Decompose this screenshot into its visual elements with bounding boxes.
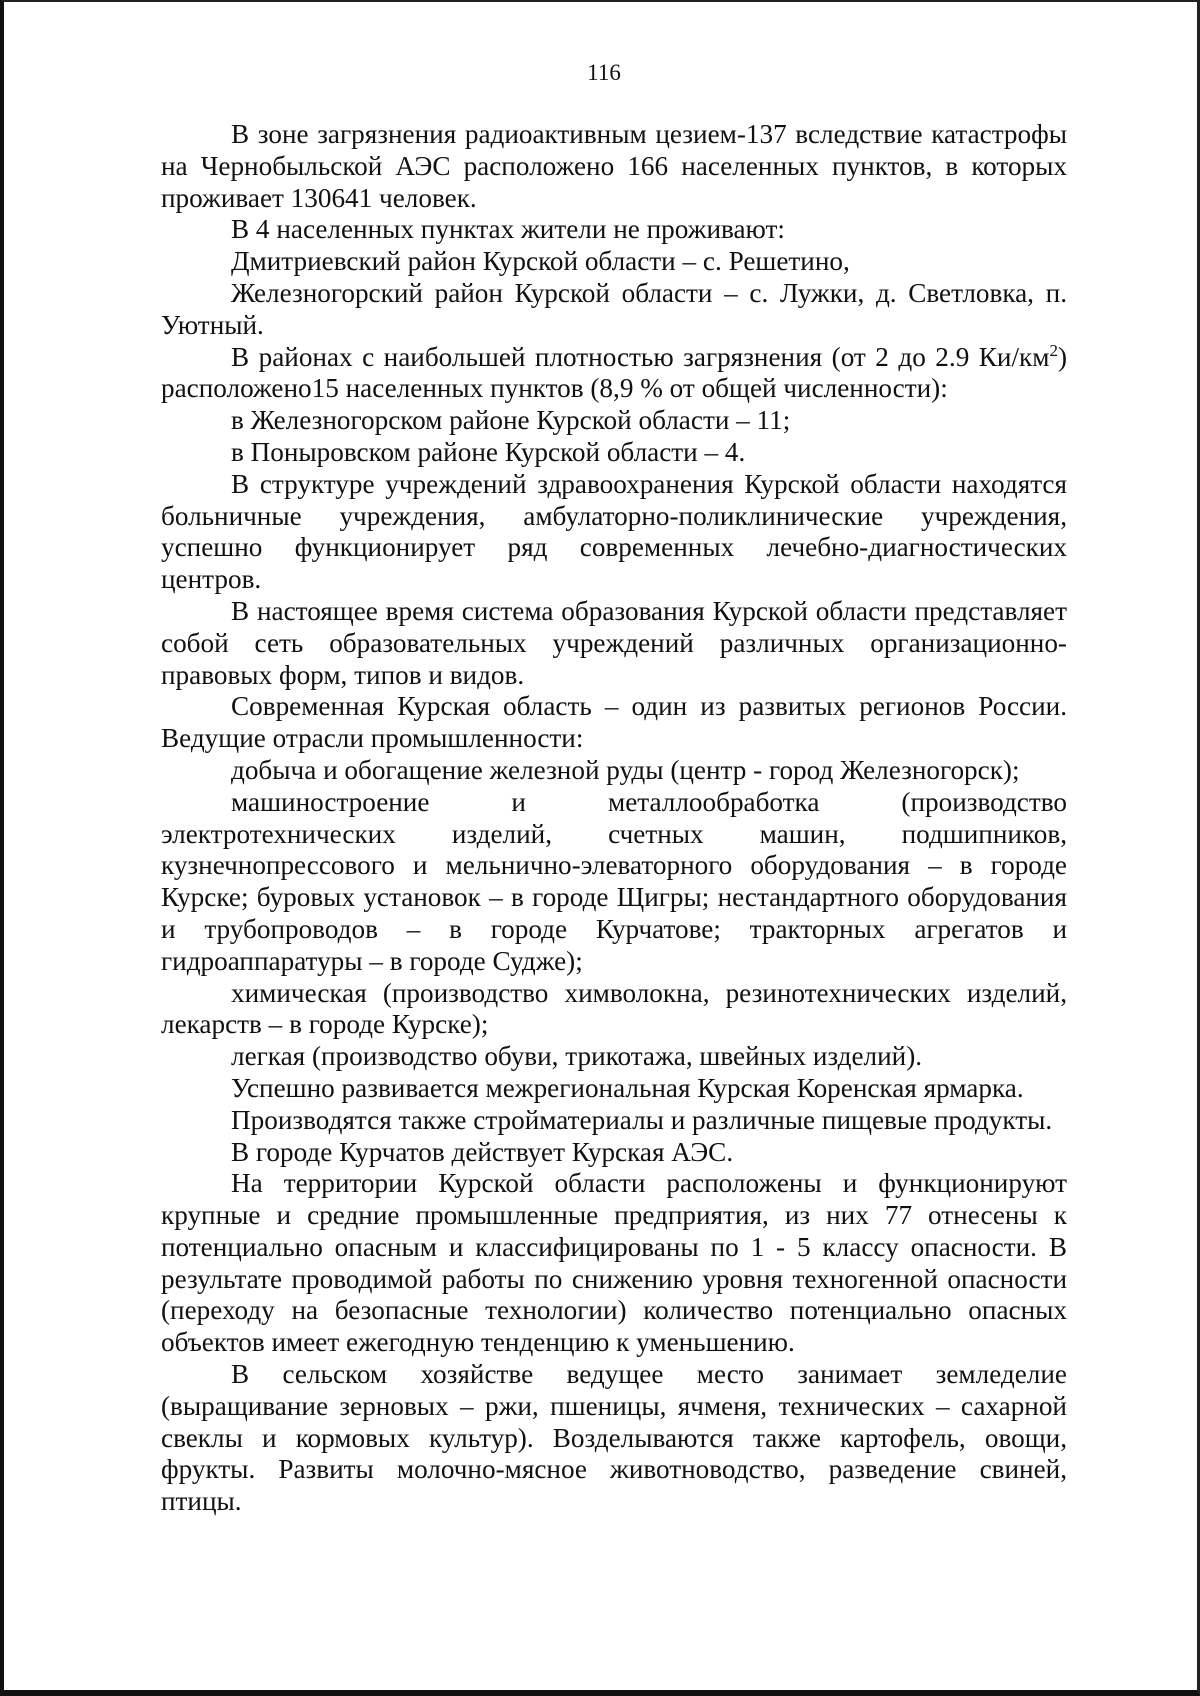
- paragraph-3: Дмитриевский район Курской области – с. Решетино,: [231, 246, 850, 277]
- paragraph-13: химическая (производство химволокна, резинотехнических изделий, лекарств – в городе Курске);: [161, 977, 1067, 1040]
- paragraph-17: В городе Курчатов действует Курская АЭС.: [231, 1136, 734, 1167]
- paragraph-1: В зоне загрязнения радиоактивным цезием-137 вследствие катастрофы на Чернобыльской АЭС расположено 166 населенных пунктов, в которых проживает 130641 человек.: [161, 119, 1067, 213]
- paragraph-14: легкая (производство обуви, трикотажа, швейных изделий).: [231, 1041, 923, 1072]
- paragraph-5-text-after: ) расположено15 населенных пунктов (8,9 % от общей численности):: [161, 341, 1067, 404]
- paragraph-2: В 4 населенных пунктах жители не проживают:: [231, 214, 785, 245]
- superscript-two: 2: [1049, 340, 1058, 360]
- paragraph-11: добыча и обогащение железной руды (центр - город Железногорск);: [231, 754, 1020, 785]
- paragraph-4: Железногорский район Курской области – с. Лужки, д. Светловка, п. Уютный.: [161, 277, 1067, 340]
- paragraph-19: В сельском хозяйстве ведущее место занимает земледелие (выращивание зерновых – ржи, пшеницы, ячменя, технических – сахарной свеклы и кормовых культур). Возделываются также картофель, овощи, фрукты. Развиты молочно-мясное животноводство, разведение свиней, птицы.: [161, 1359, 1067, 1517]
- page-number: 116: [587, 60, 621, 85]
- paragraph-7: в Поныровском районе Курской области – 4.: [231, 436, 746, 467]
- document-body: [161, 119, 1067, 1518]
- paragraph-5: [161, 342, 1067, 406]
- paragraph-9: В настоящее время система образования Курской области представляет собой сеть образовательных учреждений различных организационно-правовых форм, типов и видов.: [161, 595, 1067, 690]
- paragraph-15: Успешно развивается межрегиональная Курская Коренская ярмарка.: [231, 1072, 1024, 1103]
- paragraph-5-text-before: В районах с наибольшей плотностью загрязнения (от 2 до 2.9 Ки/км: [231, 341, 1050, 372]
- paragraph-12: машиностроение и металлообработка (производство электротехнических изделий, счетных машин, подшипников, кузнечнопрессового и мельнично-элеваторного оборудования – в городе Курске; буровых установок – в городе Щигры; нестандартного оборудования и трубопроводов – в городе Курчатове; тракторных агрегатов и гидроаппаратуры – в городе Судже);: [161, 786, 1067, 976]
- paragraph-8: В структуре учреждений здравоохранения Курской области находятся больничные учреждения, амбулаторно-поликлинические учреждения, успешно функционирует ряд современных лечебно-диагностических центров.: [161, 468, 1067, 595]
- paragraph-10: Современная Курская область – один из развитых регионов России. Ведущие отрасли промышленности:: [161, 691, 1067, 754]
- paragraph-16: Производятся также стройматериалы и различные пищевые продукты.: [231, 1104, 1053, 1135]
- paragraph-6: в Железногорском районе Курской области – 11;: [231, 405, 791, 436]
- paragraph-18: На территории Курской области расположены и функционируют крупные и средние промышленные предприятия, из них 77 отнесены к потенциально опасным и классифицированы по 1 - 5 классу опасности. В результате проводимой работы по снижению уровня техногенной опасности (переходу на безопасные технологии) количество потенциально опасных объектов имеет ежегодную тенденцию к уменьшению.: [161, 1168, 1067, 1358]
